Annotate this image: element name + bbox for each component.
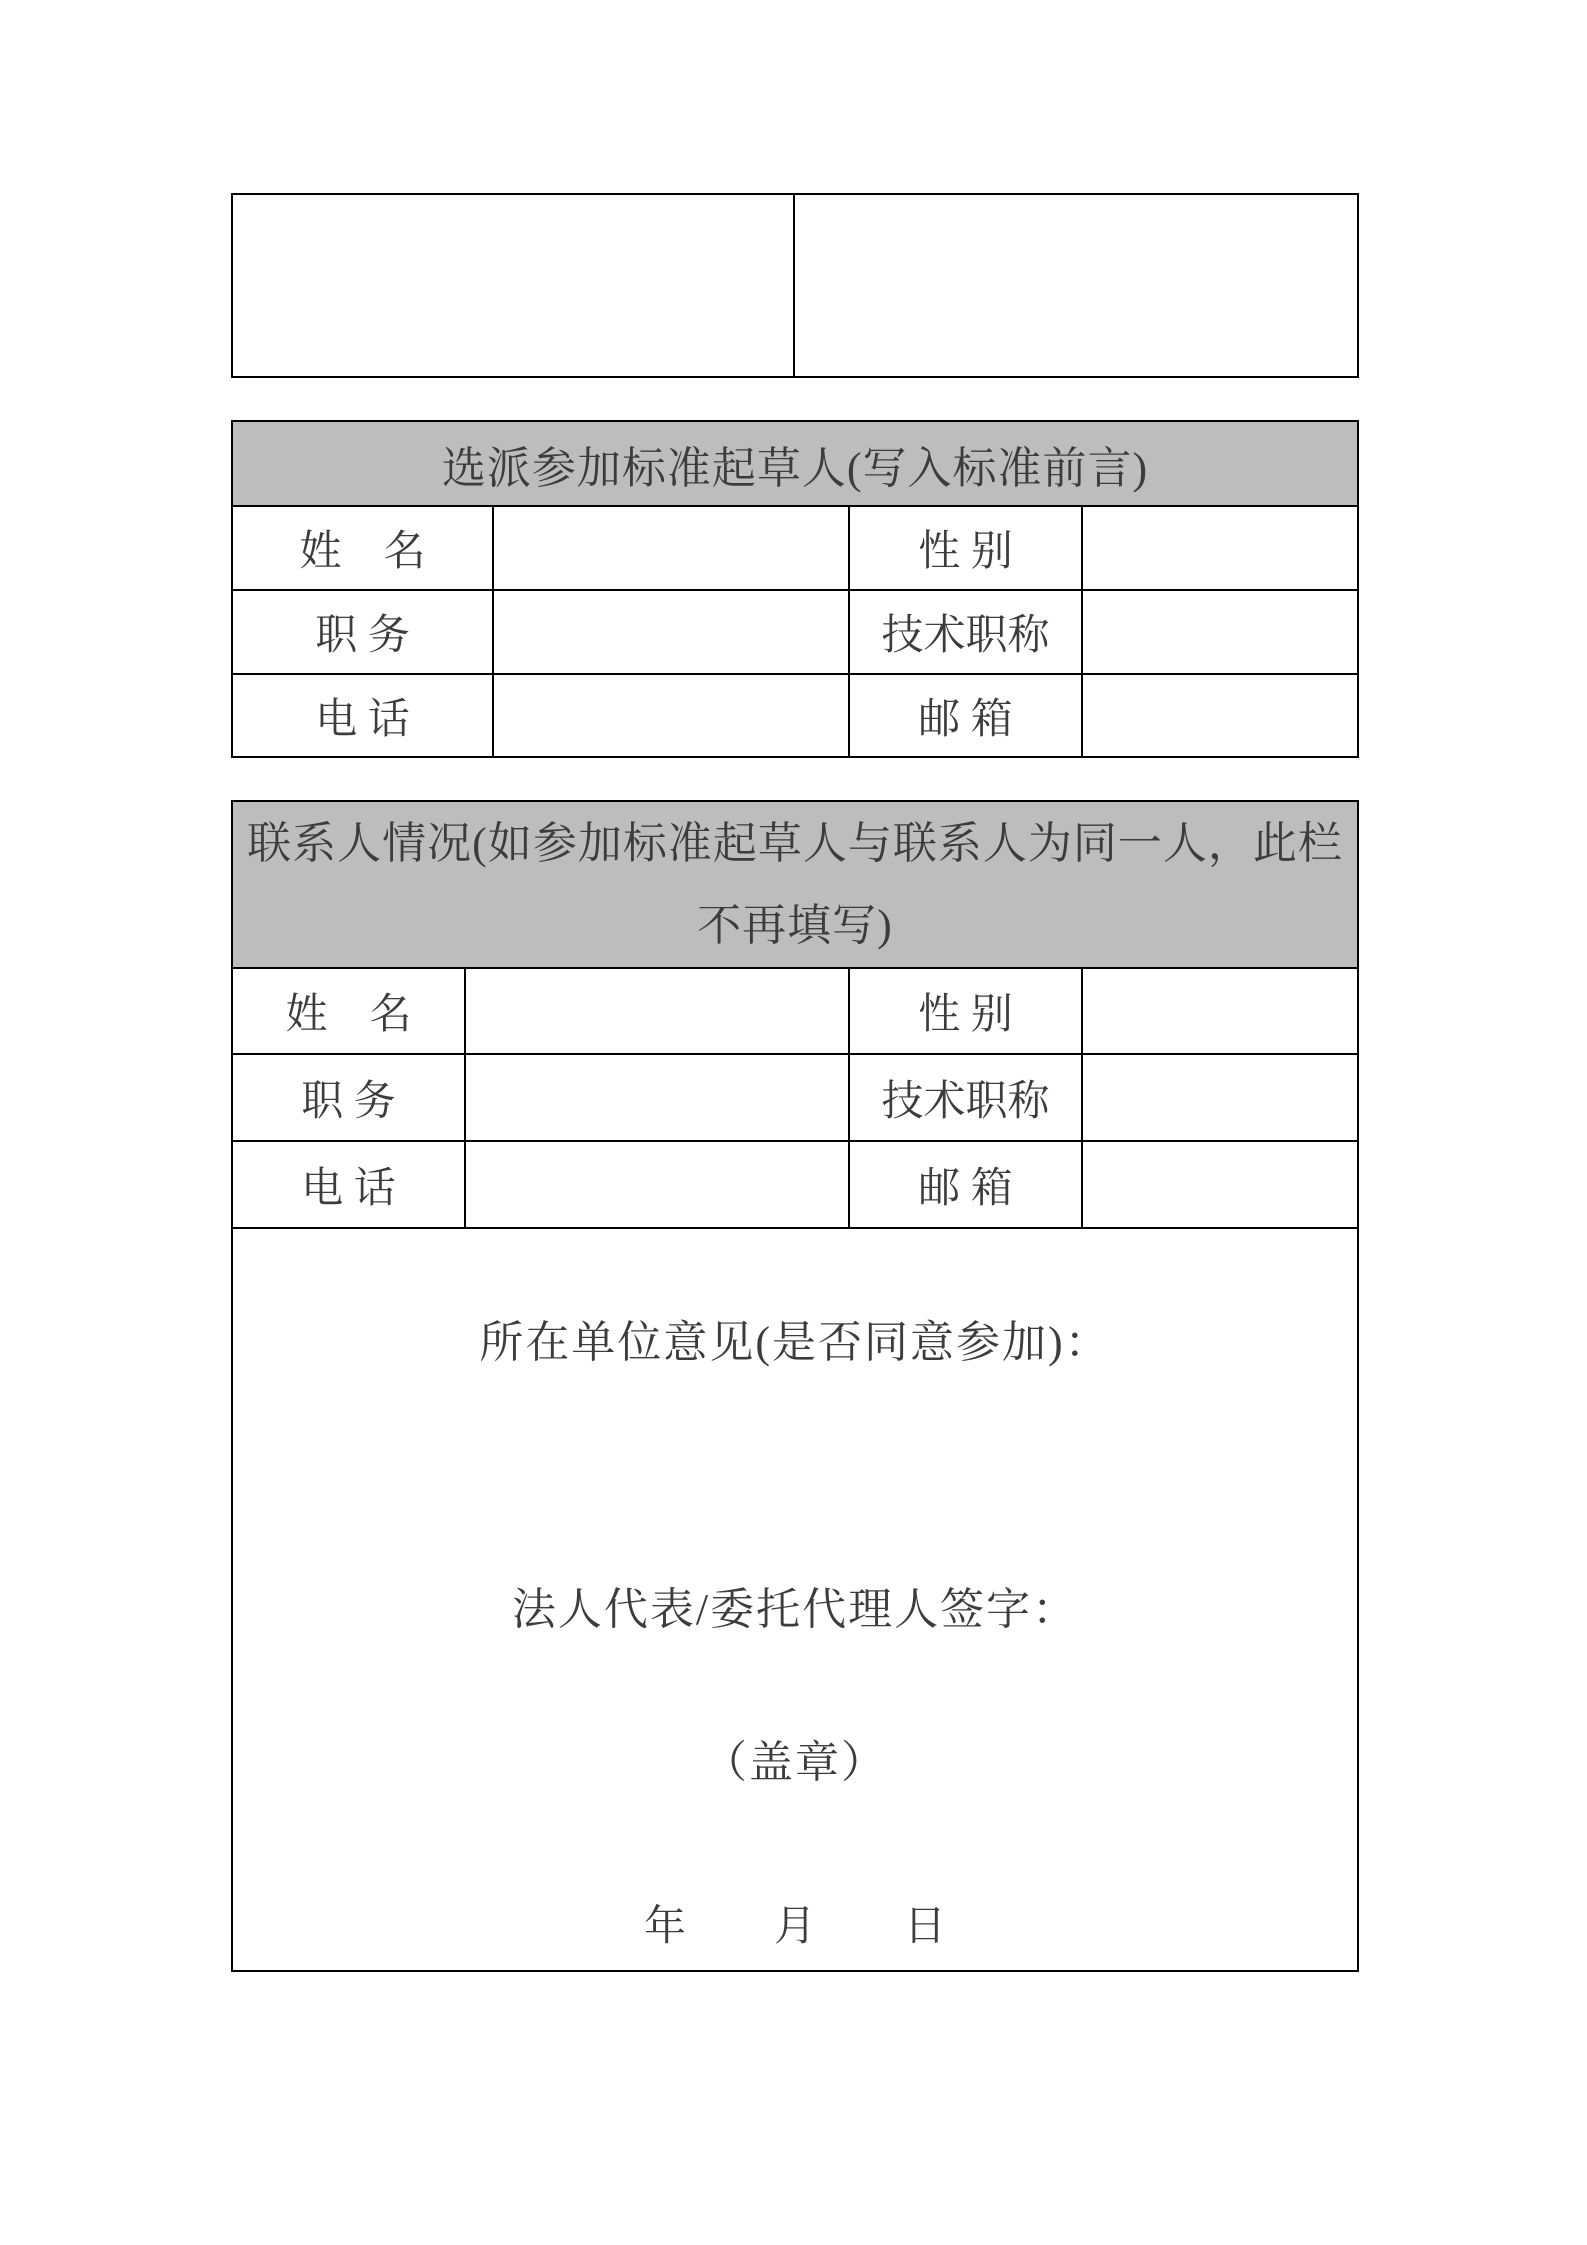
date-line [233,1898,1357,1956]
contact-name-label: 姓 名 [233,967,464,1053]
drafter-position-input-cell[interactable] [492,589,848,673]
drafter-name-input-cell[interactable] [492,505,848,589]
drafter-table [231,420,1359,758]
drafter-tech-title-input-cell[interactable] [1081,589,1357,673]
contact-phone-input-cell[interactable] [464,1140,848,1227]
drafter-email-input-cell[interactable] [1081,673,1357,756]
contact-table-header-line2: 不再填写) [697,900,893,950]
top-table-right-cell[interactable] [793,195,1357,376]
drafter-gender-input-cell[interactable] [1081,505,1357,589]
contact-email-label: 邮 箱 [848,1140,1081,1227]
seal-line: （盖章） [703,1738,887,1787]
drafter-phone-label: 电 话 [233,673,492,756]
contact-phone-label: 电 话 [233,1140,464,1227]
contact-position-input-cell[interactable] [464,1053,848,1140]
contact-tech-title-label: 技术职称 [848,1053,1081,1140]
month-label: 月 [773,1904,816,1950]
year-label: 年 [643,1904,686,1950]
legal-representative-signature-line: 法人代表/委托代理人签字： [511,1585,1079,1634]
drafter-phone-input-cell[interactable] [492,673,848,756]
unit-opinion-cell[interactable] [233,1227,1357,1970]
top-table-left-cell[interactable] [233,195,793,376]
unit-opinion-line: 所在单位意见(是否同意参加)： [479,1318,1111,1367]
drafter-email-label: 邮 箱 [848,673,1081,756]
contact-table-header-line1: 联系人情况(如参加标准起草人与联系人为同一人，此栏 [247,818,1343,868]
drafter-name-label: 姓 名 [233,505,492,589]
contact-position-label: 职 务 [233,1053,464,1140]
contact-gender-input-cell[interactable] [1081,967,1357,1053]
top-table [231,193,1359,378]
contact-tech-title-input-cell[interactable] [1081,1053,1357,1140]
contact-gender-label: 性 别 [848,967,1081,1053]
contact-name-input-cell[interactable] [464,967,848,1053]
contact-table [231,800,1359,1972]
contact-table-header [233,802,1357,967]
day-label: 日 [904,1904,947,1950]
drafter-tech-title-label: 技术职称 [848,589,1081,673]
drafter-gender-label: 性 别 [848,505,1081,589]
contact-email-input-cell[interactable] [1081,1140,1357,1227]
drafter-table-header: 选派参加标准起草人(写入标准前言) [233,422,1357,505]
drafter-position-label: 职 务 [233,589,492,673]
